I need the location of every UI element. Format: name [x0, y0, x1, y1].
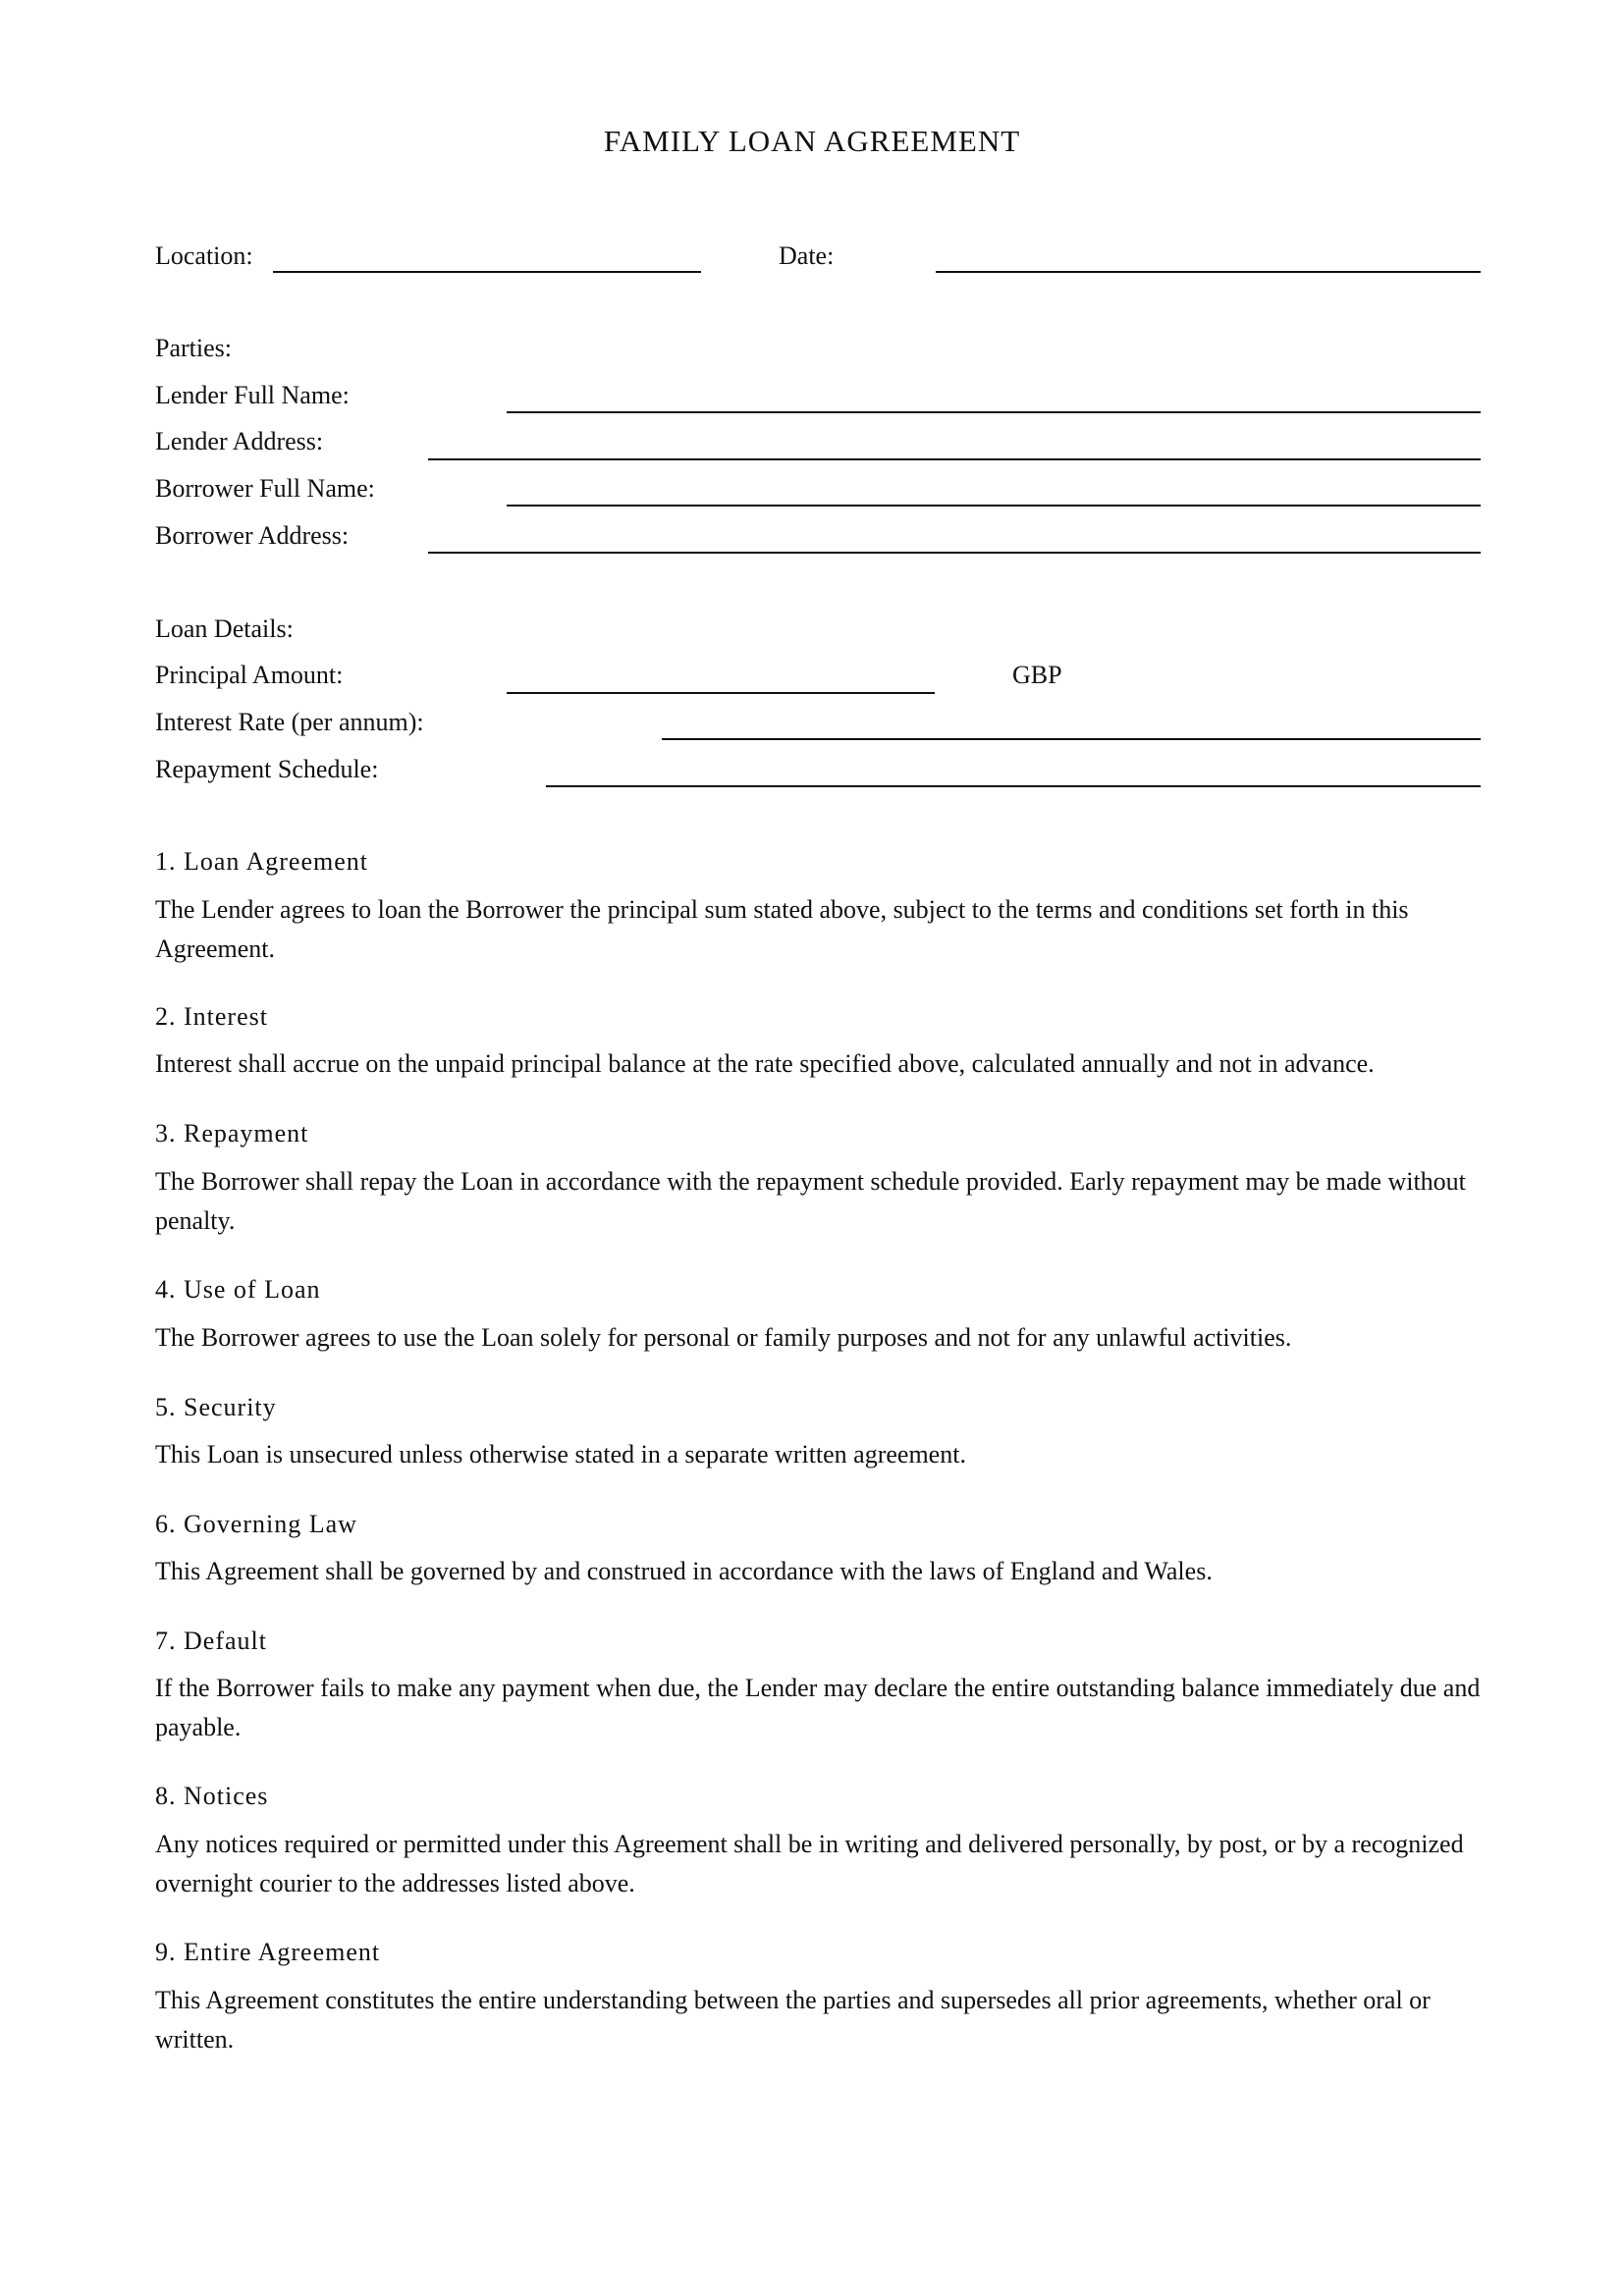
- repayment-schedule-field[interactable]: [546, 785, 1481, 787]
- clause-heading: 1. Loan Agreement: [155, 847, 368, 876]
- principal-field[interactable]: [507, 692, 935, 694]
- clause-body: This Loan is unsecured unless otherwise stated in a separate written agreement.: [155, 1440, 966, 1468]
- clause-heading: 6. Governing Law: [155, 1510, 357, 1538]
- interest-rate-field[interactable]: [662, 738, 1481, 740]
- clause-heading: 7. Default: [155, 1627, 267, 1655]
- clause-body: Any notices required or permitted under this Agreement shall be in writing and delivered personally, by post, or by a recognized overnight courier to the addresses listed above.: [155, 1830, 1464, 1897]
- clause-body: Interest shall accrue on the unpaid principal balance at the rate specified above, calculated annually and not in advance.: [155, 1049, 1375, 1078]
- clause-body: The Lender agrees to loan the Borrower the principal sum stated above, subject to the terms and conditions set forth in this Agreement.: [155, 895, 1409, 963]
- loan-details-heading: Loan Details:: [155, 614, 294, 643]
- clause-body: This Agreement constitutes the entire understanding between the parties and supersedes all prior agreements, whether oral or written.: [155, 1986, 1431, 2054]
- location-field[interactable]: [273, 271, 701, 273]
- principal-label: Principal Amount:: [155, 661, 344, 689]
- lender-address-field[interactable]: [428, 458, 1481, 460]
- repayment-schedule-label: Repayment Schedule:: [155, 755, 379, 783]
- document-title: FAMILY LOAN AGREEMENT: [603, 124, 1021, 158]
- interest-rate-label: Interest Rate (per annum):: [155, 708, 424, 736]
- clause-body: The Borrower shall repay the Loan in accordance with the repayment schedule provided. Early repayment may be made without penalty.: [155, 1167, 1466, 1235]
- borrower-name-label: Borrower Full Name:: [155, 474, 375, 503]
- clause-heading: 9. Entire Agreement: [155, 1938, 381, 1966]
- lender-name-field[interactable]: [507, 411, 1481, 413]
- clause-heading: 8. Notices: [155, 1782, 269, 1810]
- clause-body: The Borrower agrees to use the Loan solely for personal or family purposes and not for any unlawful activities.: [155, 1323, 1292, 1352]
- lender-name-label: Lender Full Name:: [155, 381, 350, 409]
- currency-label: GBP: [1012, 661, 1062, 689]
- borrower-address-field[interactable]: [428, 552, 1481, 554]
- clause-heading: 4. Use of Loan: [155, 1275, 321, 1304]
- clause-body: If the Borrower fails to make any payment when due, the Lender may declare the entire outstanding balance immediately due and payable.: [155, 1674, 1481, 1741]
- borrower-name-field[interactable]: [507, 505, 1481, 507]
- date-label: Date:: [779, 241, 835, 270]
- parties-heading: Parties:: [155, 334, 232, 362]
- location-label: Location:: [155, 241, 253, 270]
- clause-heading: 3. Repayment: [155, 1119, 309, 1148]
- clause-heading: 5. Security: [155, 1393, 277, 1421]
- clause-heading: 2. Interest: [155, 1002, 268, 1031]
- date-field[interactable]: [936, 271, 1481, 273]
- borrower-address-label: Borrower Address:: [155, 521, 350, 550]
- clause-body: This Agreement shall be governed by and construed in accordance with the laws of England and Wales.: [155, 1557, 1213, 1585]
- lender-address-label: Lender Address:: [155, 427, 324, 455]
